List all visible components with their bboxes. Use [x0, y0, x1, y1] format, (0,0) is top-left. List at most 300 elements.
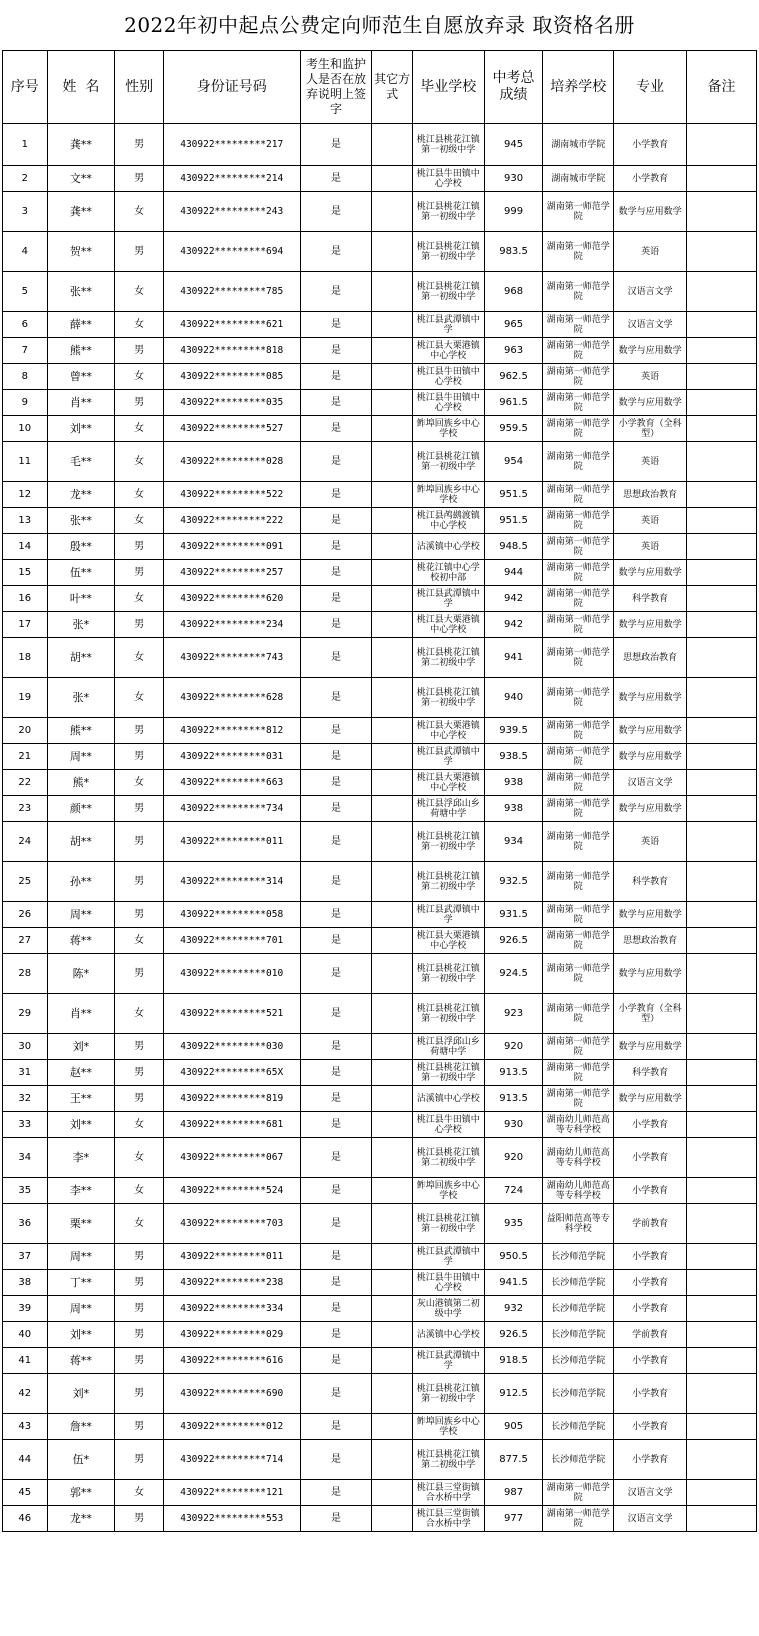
- cell-gender: 女: [115, 1480, 164, 1506]
- table-row: [3, 232, 757, 272]
- cell-school: 灰山港镇第二初级中学: [412, 1296, 484, 1322]
- cell-name: 熊**: [47, 338, 115, 364]
- cell-train: 湖南第一师范学院: [543, 796, 614, 822]
- cell-seq: 20: [3, 718, 48, 744]
- cell-train: 长沙师范学院: [543, 1440, 614, 1480]
- cell-signed: 是: [300, 338, 372, 364]
- cell-note: [687, 1204, 757, 1244]
- cell-id: 430922*********743: [163, 638, 300, 678]
- cell-gender: 女: [115, 416, 164, 442]
- cell-other: [372, 954, 412, 994]
- cell-train: 长沙师范学院: [543, 1322, 614, 1348]
- cell-name: 李*: [47, 1138, 115, 1178]
- cell-id: 430922*********314: [163, 862, 300, 902]
- cell-id: 430922*********234: [163, 612, 300, 638]
- cell-other: [372, 416, 412, 442]
- table-row: [3, 1060, 757, 1086]
- cell-gender: 男: [115, 1034, 164, 1060]
- page-title: 2022年初中起点公费定向师范生自愿放弃录 取资格名册: [124, 13, 635, 37]
- cell-other: [372, 744, 412, 770]
- header-major: 专业: [614, 51, 687, 124]
- cell-train: 湖南第一师范学院: [543, 586, 614, 612]
- cell-school: 桃江县桃花江镇第二初级中学: [412, 1440, 484, 1480]
- cell-id: 430922*********663: [163, 770, 300, 796]
- cell-note: [687, 1112, 757, 1138]
- cell-id: 430922*********238: [163, 1270, 300, 1296]
- cell-school: 桃江县桃花江镇第一初级中学: [412, 442, 484, 482]
- table-row: [3, 1322, 757, 1348]
- cell-note: [687, 166, 757, 192]
- cell-major: 小学教育: [614, 1112, 687, 1138]
- cell-score: 877.5: [484, 1440, 543, 1480]
- cell-other: [372, 442, 412, 482]
- cell-other: [372, 124, 412, 166]
- cell-other: [372, 1296, 412, 1322]
- cell-school: 桃江县桃花江镇第一初级中学: [412, 272, 484, 312]
- cell-school: 桃江县武潭镇中学: [412, 1244, 484, 1270]
- cell-train: 湖南第一师范学院: [543, 822, 614, 862]
- cell-name: 孙**: [47, 862, 115, 902]
- cell-other: [372, 1440, 412, 1480]
- cell-other: [372, 862, 412, 902]
- cell-seq: 41: [3, 1348, 48, 1374]
- cell-seq: 4: [3, 232, 48, 272]
- cell-note: [687, 1322, 757, 1348]
- cell-train: 湖南第一师范学院: [543, 744, 614, 770]
- cell-other: [372, 902, 412, 928]
- cell-note: [687, 312, 757, 338]
- cell-major: 学前教育: [614, 1322, 687, 1348]
- cell-gender: 女: [115, 1204, 164, 1244]
- cell-signed: 是: [300, 1086, 372, 1112]
- cell-major: 汉语言文学: [614, 1506, 687, 1532]
- cell-major: 数学与应用数学: [614, 612, 687, 638]
- cell-other: [372, 1414, 412, 1440]
- cell-gender: 男: [115, 902, 164, 928]
- cell-seq: 30: [3, 1034, 48, 1060]
- cell-other: [372, 1270, 412, 1296]
- cell-id: 430922*********65X: [163, 1060, 300, 1086]
- cell-train: 湖南第一师范学院: [543, 338, 614, 364]
- cell-note: [687, 770, 757, 796]
- cell-signed: 是: [300, 1270, 372, 1296]
- cell-other: [372, 718, 412, 744]
- table-row: [3, 1480, 757, 1506]
- cell-school: 桃江县武潭镇中学: [412, 1348, 484, 1374]
- cell-note: [687, 1178, 757, 1204]
- cell-school: 桃江县牛田镇中心学校: [412, 1112, 484, 1138]
- table-row: [3, 166, 757, 192]
- cell-note: [687, 638, 757, 678]
- cell-id: 430922*********028: [163, 442, 300, 482]
- cell-note: [687, 1374, 757, 1414]
- cell-school: 桃江县三堂街镇合水桥中学: [412, 1480, 484, 1506]
- cell-gender: 女: [115, 442, 164, 482]
- cell-gender: 男: [115, 232, 164, 272]
- cell-signed: 是: [300, 928, 372, 954]
- cell-seq: 12: [3, 482, 48, 508]
- cell-id: 430922*********681: [163, 1112, 300, 1138]
- cell-score: 961.5: [484, 390, 543, 416]
- cell-id: 430922*********035: [163, 390, 300, 416]
- cell-score: 962.5: [484, 364, 543, 390]
- cell-signed: 是: [300, 124, 372, 166]
- cell-train: 湖南第一师范学院: [543, 994, 614, 1034]
- cell-note: [687, 862, 757, 902]
- cell-seq: 37: [3, 1244, 48, 1270]
- table-row: [3, 994, 757, 1034]
- cell-major: 小学教育: [614, 1374, 687, 1414]
- cell-signed: 是: [300, 586, 372, 612]
- table-row: [3, 124, 757, 166]
- table-row: [3, 770, 757, 796]
- cell-major: 小学教育: [614, 1414, 687, 1440]
- cell-score: 931.5: [484, 902, 543, 928]
- cell-name: 陈*: [47, 954, 115, 994]
- table-row: [3, 928, 757, 954]
- cell-other: [372, 1204, 412, 1244]
- cell-name: 龚**: [47, 192, 115, 232]
- cell-school: 桃江县桃花江镇第一初级中学: [412, 954, 484, 994]
- roster-table: [2, 50, 757, 1532]
- cell-other: [372, 822, 412, 862]
- cell-note: [687, 718, 757, 744]
- cell-gender: 男: [115, 390, 164, 416]
- cell-train: 湖南第一师范学院: [543, 928, 614, 954]
- cell-other: [372, 1060, 412, 1086]
- table-row: [3, 822, 757, 862]
- cell-score: 983.5: [484, 232, 543, 272]
- cell-major: 小学教育: [614, 1270, 687, 1296]
- cell-seq: 22: [3, 770, 48, 796]
- cell-signed: 是: [300, 1296, 372, 1322]
- cell-signed: 是: [300, 822, 372, 862]
- cell-id: 430922*********334: [163, 1296, 300, 1322]
- cell-major: 汉语言文学: [614, 312, 687, 338]
- cell-note: [687, 1244, 757, 1270]
- cell-signed: 是: [300, 1440, 372, 1480]
- cell-train: 长沙师范学院: [543, 1270, 614, 1296]
- cell-seq: 31: [3, 1060, 48, 1086]
- cell-note: [687, 272, 757, 312]
- cell-school: 桃江县武潭镇中学: [412, 586, 484, 612]
- cell-school: 桃江县武潭镇中学: [412, 902, 484, 928]
- cell-id: 430922*********714: [163, 1440, 300, 1480]
- cell-gender: 男: [115, 124, 164, 166]
- cell-train: 湖南第一师范学院: [543, 534, 614, 560]
- cell-other: [372, 928, 412, 954]
- cell-school: 桃江县大栗港镇中心学校: [412, 770, 484, 796]
- cell-score: 926.5: [484, 928, 543, 954]
- table-row: [3, 954, 757, 994]
- cell-signed: 是: [300, 166, 372, 192]
- table-row: [3, 638, 757, 678]
- cell-name: 曾**: [47, 364, 115, 390]
- cell-gender: 女: [115, 272, 164, 312]
- cell-note: [687, 1138, 757, 1178]
- cell-major: 数学与应用数学: [614, 744, 687, 770]
- cell-major: 思想政治教育: [614, 638, 687, 678]
- cell-school: 桃江县鸬鹚渡镇中心学校: [412, 508, 484, 534]
- cell-name: 龙**: [47, 482, 115, 508]
- cell-signed: 是: [300, 534, 372, 560]
- cell-id: 430922*********091: [163, 534, 300, 560]
- cell-signed: 是: [300, 994, 372, 1034]
- cell-major: 思想政治教育: [614, 928, 687, 954]
- cell-name: 伍*: [47, 1440, 115, 1480]
- cell-signed: 是: [300, 1348, 372, 1374]
- cell-major: 思想政治教育: [614, 482, 687, 508]
- cell-major: 数学与应用数学: [614, 192, 687, 232]
- cell-name: 叶**: [47, 586, 115, 612]
- cell-gender: 女: [115, 678, 164, 718]
- cell-gender: 女: [115, 994, 164, 1034]
- cell-id: 430922*********819: [163, 1086, 300, 1112]
- cell-score: 724: [484, 1178, 543, 1204]
- cell-seq: 21: [3, 744, 48, 770]
- table-row: [3, 192, 757, 232]
- cell-train: 湖南第一师范学院: [543, 390, 614, 416]
- cell-gender: 男: [115, 1322, 164, 1348]
- cell-id: 430922*********527: [163, 416, 300, 442]
- cell-other: [372, 770, 412, 796]
- cell-id: 430922*********214: [163, 166, 300, 192]
- table-row: [3, 718, 757, 744]
- cell-note: [687, 508, 757, 534]
- cell-major: 科学教育: [614, 586, 687, 612]
- cell-gender: 男: [115, 822, 164, 862]
- cell-id: 430922*********257: [163, 560, 300, 586]
- header-name: 姓 名: [47, 51, 115, 124]
- cell-name: 蒋**: [47, 1348, 115, 1374]
- cell-id: 430922*********690: [163, 1374, 300, 1414]
- cell-seq: 9: [3, 390, 48, 416]
- cell-gender: 男: [115, 744, 164, 770]
- cell-score: 951.5: [484, 482, 543, 508]
- table-row: [3, 1178, 757, 1204]
- cell-school: 桃江县桃花江镇第一初级中学: [412, 1204, 484, 1244]
- cell-gender: 女: [115, 364, 164, 390]
- cell-school: 鲊埠回族乡中心学校: [412, 416, 484, 442]
- cell-score: 932.5: [484, 862, 543, 902]
- header-seq: 序号: [3, 51, 48, 124]
- cell-major: 小学教育: [614, 1244, 687, 1270]
- table-row: [3, 1348, 757, 1374]
- cell-school: 桃江县桃花江镇第一初级中学: [412, 124, 484, 166]
- cell-signed: 是: [300, 1480, 372, 1506]
- cell-seq: 32: [3, 1086, 48, 1112]
- table-row: [3, 272, 757, 312]
- cell-note: [687, 612, 757, 638]
- cell-seq: 26: [3, 902, 48, 928]
- table-row: [3, 902, 757, 928]
- cell-name: 刘*: [47, 1374, 115, 1414]
- cell-seq: 36: [3, 1204, 48, 1244]
- cell-id: 430922*********067: [163, 1138, 300, 1178]
- cell-signed: 是: [300, 718, 372, 744]
- cell-major: 英语: [614, 534, 687, 560]
- cell-other: [372, 1506, 412, 1532]
- cell-major: 小学教育（全科型）: [614, 416, 687, 442]
- cell-score: 912.5: [484, 1374, 543, 1414]
- cell-note: [687, 1480, 757, 1506]
- cell-id: 430922*********734: [163, 796, 300, 822]
- cell-train: 长沙师范学院: [543, 1296, 614, 1322]
- cell-note: [687, 1270, 757, 1296]
- cell-id: 430922*********012: [163, 1414, 300, 1440]
- cell-major: 小学教育: [614, 1138, 687, 1178]
- cell-other: [372, 1480, 412, 1506]
- cell-id: 430922*********222: [163, 508, 300, 534]
- cell-other: [372, 612, 412, 638]
- cell-school: 桃江县武潭镇中学: [412, 312, 484, 338]
- cell-major: 英语: [614, 232, 687, 272]
- cell-seq: 24: [3, 822, 48, 862]
- table-row: [3, 1204, 757, 1244]
- cell-note: [687, 1348, 757, 1374]
- table-row: [3, 1440, 757, 1480]
- cell-other: [372, 1034, 412, 1060]
- cell-score: 932: [484, 1296, 543, 1322]
- cell-name: 刘**: [47, 1322, 115, 1348]
- cell-signed: 是: [300, 902, 372, 928]
- cell-gender: 男: [115, 1506, 164, 1532]
- header-note: 备注: [687, 51, 757, 124]
- cell-seq: 3: [3, 192, 48, 232]
- cell-major: 汉语言文学: [614, 1480, 687, 1506]
- cell-other: [372, 560, 412, 586]
- cell-note: [687, 124, 757, 166]
- cell-id: 430922*********010: [163, 954, 300, 994]
- table-row: [3, 508, 757, 534]
- cell-name: 张**: [47, 508, 115, 534]
- table-row: [3, 442, 757, 482]
- cell-note: [687, 1034, 757, 1060]
- cell-train: 湖南第一师范学院: [543, 862, 614, 902]
- cell-school: 桃江县三堂街镇合水桥中学: [412, 1506, 484, 1532]
- cell-signed: 是: [300, 1506, 372, 1532]
- cell-seq: 13: [3, 508, 48, 534]
- cell-gender: 男: [115, 1296, 164, 1322]
- cell-train: 湖南第一师范学院: [543, 770, 614, 796]
- cell-train: 湖南第一师范学院: [543, 612, 614, 638]
- cell-note: [687, 902, 757, 928]
- cell-major: 数学与应用数学: [614, 718, 687, 744]
- cell-seq: 15: [3, 560, 48, 586]
- cell-major: 数学与应用数学: [614, 338, 687, 364]
- cell-other: [372, 1178, 412, 1204]
- cell-note: [687, 796, 757, 822]
- cell-signed: 是: [300, 1374, 372, 1414]
- cell-gender: 女: [115, 928, 164, 954]
- cell-train: 湖南第一师范学院: [543, 364, 614, 390]
- table-row: [3, 312, 757, 338]
- cell-signed: 是: [300, 1244, 372, 1270]
- cell-id: 430922*********085: [163, 364, 300, 390]
- cell-id: 430922*********011: [163, 1244, 300, 1270]
- cell-train: 湖南第一师范学院: [543, 718, 614, 744]
- cell-id: 430922*********701: [163, 928, 300, 954]
- cell-score: 987: [484, 1480, 543, 1506]
- cell-signed: 是: [300, 442, 372, 482]
- table-row: [3, 482, 757, 508]
- cell-score: 940: [484, 678, 543, 718]
- cell-train: 湖南第一师范学院: [543, 192, 614, 232]
- cell-id: 430922*********616: [163, 1348, 300, 1374]
- cell-id: 430922*********694: [163, 232, 300, 272]
- cell-note: [687, 232, 757, 272]
- cell-gender: 女: [115, 312, 164, 338]
- cell-note: [687, 994, 757, 1034]
- cell-major: 小学教育: [614, 1348, 687, 1374]
- cell-note: [687, 1060, 757, 1086]
- table-row: [3, 862, 757, 902]
- cell-id: 430922*********011: [163, 822, 300, 862]
- cell-note: [687, 1414, 757, 1440]
- cell-train: 湖南第一师范学院: [543, 638, 614, 678]
- cell-id: 430922*********522: [163, 482, 300, 508]
- cell-train: 湖南第一师范学院: [543, 1480, 614, 1506]
- cell-gender: 男: [115, 1414, 164, 1440]
- cell-name: 蒋**: [47, 928, 115, 954]
- cell-score: 920: [484, 1034, 543, 1060]
- cell-train: 湖南第一师范学院: [543, 482, 614, 508]
- header-train: 培养学校: [543, 51, 614, 124]
- cell-other: [372, 192, 412, 232]
- cell-signed: 是: [300, 560, 372, 586]
- cell-school: 桃江县桃花江镇第一初级中学: [412, 192, 484, 232]
- cell-name: 李**: [47, 1178, 115, 1204]
- cell-major: 数学与应用数学: [614, 560, 687, 586]
- cell-other: [372, 1244, 412, 1270]
- cell-score: 905: [484, 1414, 543, 1440]
- cell-signed: 是: [300, 1322, 372, 1348]
- cell-seq: 14: [3, 534, 48, 560]
- cell-major: 数学与应用数学: [614, 1034, 687, 1060]
- cell-note: [687, 928, 757, 954]
- cell-note: [687, 560, 757, 586]
- cell-train: 湖南第一师范学院: [543, 1034, 614, 1060]
- header-score: 中考总成绩: [484, 51, 543, 124]
- cell-major: 小学教育（全科型）: [614, 994, 687, 1034]
- table-row: [3, 1034, 757, 1060]
- cell-id: 430922*********620: [163, 586, 300, 612]
- cell-gender: 男: [115, 796, 164, 822]
- cell-seq: 42: [3, 1374, 48, 1414]
- cell-school: 沾溪镇中心学校: [412, 1086, 484, 1112]
- cell-id: 430922*********621: [163, 312, 300, 338]
- cell-other: [372, 312, 412, 338]
- cell-id: 430922*********217: [163, 124, 300, 166]
- cell-score: 924.5: [484, 954, 543, 994]
- cell-note: [687, 1296, 757, 1322]
- table-row: [3, 612, 757, 638]
- cell-name: 殷**: [47, 534, 115, 560]
- cell-major: 英语: [614, 822, 687, 862]
- cell-name: 胡**: [47, 638, 115, 678]
- cell-other: [372, 796, 412, 822]
- cell-score: 950.5: [484, 1244, 543, 1270]
- cell-name: 丁**: [47, 1270, 115, 1296]
- cell-note: [687, 1506, 757, 1532]
- cell-note: [687, 482, 757, 508]
- cell-school: 桃江县牛田镇中心学校: [412, 364, 484, 390]
- cell-train: 湖南第一师范学院: [543, 1086, 614, 1112]
- cell-major: 数学与应用数学: [614, 954, 687, 994]
- cell-score: 920: [484, 1138, 543, 1178]
- cell-school: 沾溪镇中心学校: [412, 534, 484, 560]
- cell-id: 430922*********785: [163, 272, 300, 312]
